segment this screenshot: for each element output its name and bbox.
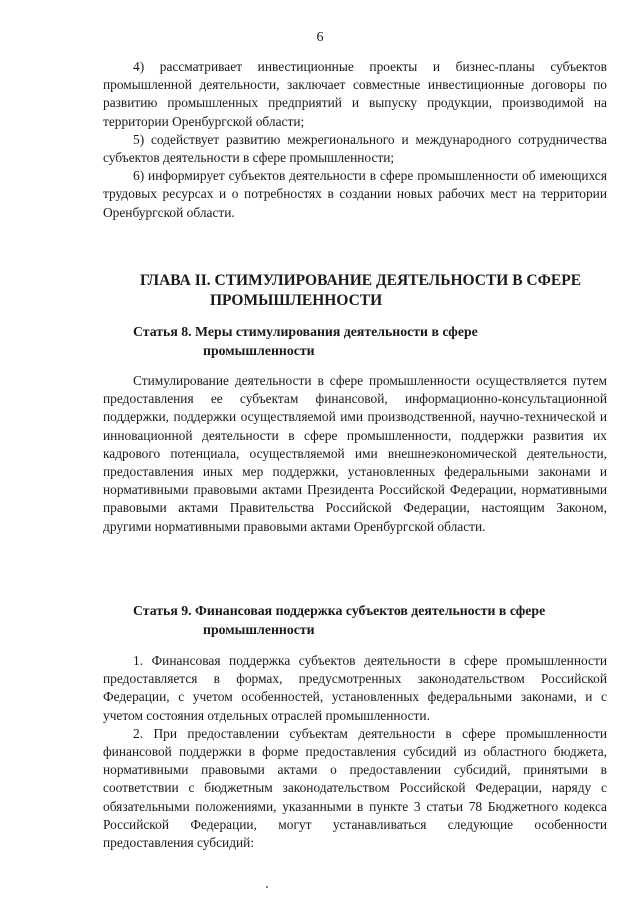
chapter-heading-line2: ПРОМЫШЛЕННОСТИ — [210, 292, 383, 309]
article-9-paragraph: 1. Финансовая поддержка субъектов деятельности в сфере промышленности предоставляется в формах, предусмотренных законодательством Российской Федерации, с учетом особенностей, установленных федеральными законами, и с учетом состояния отдельных отраслей промышленности. — [103, 653, 607, 723]
top-items-list — [103, 58, 607, 222]
article-8-heading — [133, 322, 603, 360]
article-9-heading — [133, 601, 603, 639]
list-item: 4) рассматривает инвестиционные проекты и бизнес-планы субъектов промышленной деятельности, заключает совместные инвестиционные договоры по развитию промышленных предприятий и выпуску продукции, производимой на территории Оренбургской области; — [103, 59, 607, 129]
chapter-heading — [140, 271, 610, 311]
list-item: 6) информирует субъектов деятельности в сфере промышленности об имеющихся трудовых ресурсах и о потребностях в создании новых рабочих мест на территории Оренбургской области. — [103, 168, 607, 220]
page-number: 6 — [316, 30, 324, 45]
scan-speck — [266, 886, 268, 888]
article-9-paragraph: 2. При предоставлении субъектам деятельности в сфере промышленности финансовой поддержки в форме предоставления субсидий из областного бюджета, нормативными правовыми актами о предоставлении субсидий, принятыми в соответствии с бюджетным законодательством Российской Федерации, наряду с обязательными положениями, указанными в пункте 3 статьи 78 Бюджетного кодекса Российской Федерации, могут устанавливаться следующие особенности предоставления субсидий: — [103, 725, 607, 851]
article-8-heading-line2: промышленности — [203, 343, 315, 358]
article-8-paragraph: Стимулирование деятельности в сфере промышленности осуществляется путем предоставления ее субъектам финансовой, информационно-консультационной поддержки, поддержки осуществляемой ими производственной, научно-технической и инновационной деятельности в сфере промышленности, поддержки развития их кадрового потенциала, осуществляемой ими внешнеэкономической деятельности, предоставления иных мер поддержки, установленных федеральными законами и нормативными правовыми актами Президента Российской Федерации, нормативными правовыми актами Правительства Российской Федерации, настоящим Законом, другими нормативными правовыми актами Оренбургской области. — [103, 373, 607, 534]
article-8-heading-line1: Статья 8. Меры стимулирования деятельности в сфере — [133, 324, 478, 339]
article-9-heading-line1: Статья 9. Финансовая поддержка субъектов деятельности в сфере — [133, 603, 546, 618]
list-item: 5) содействует развитию межрегионального и международного сотрудничества субъектов деятельности в сфере промышленности; — [103, 131, 607, 166]
chapter-heading-line1: ГЛАВА II. СТИМУЛИРОВАНИЕ ДЕЯТЕЛЬНОСТИ В СФЕРЕ — [140, 272, 582, 289]
article-8-body — [103, 372, 607, 536]
article-9-heading-line2: промышленности — [203, 622, 315, 637]
article-9-body — [103, 652, 607, 852]
